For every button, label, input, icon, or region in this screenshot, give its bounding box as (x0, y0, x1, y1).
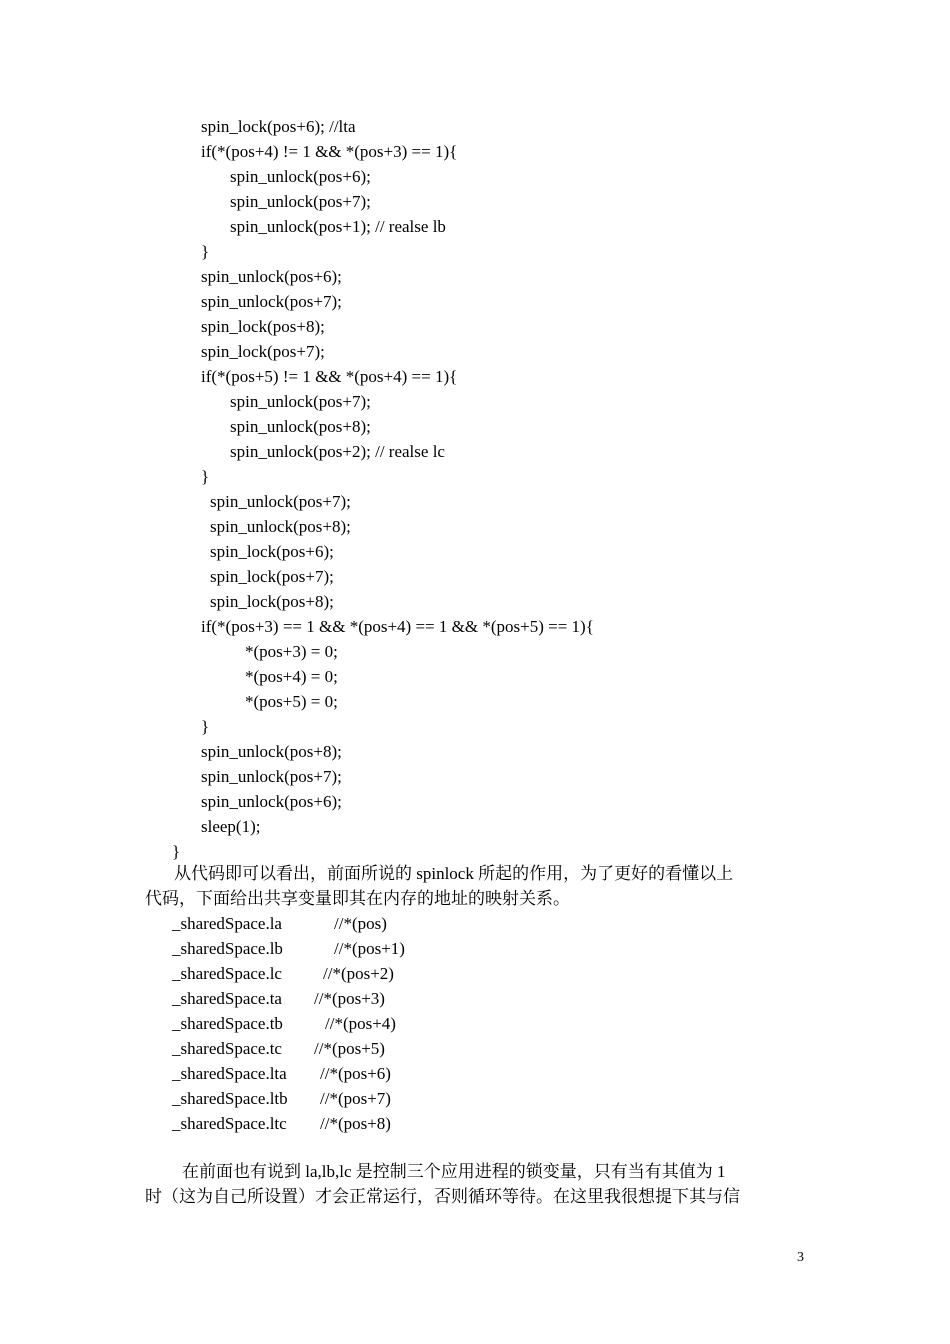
mapping-address: //*(pos+4) (325, 1014, 396, 1033)
code-line: spin_unlock(pos+2); // realse lc (230, 442, 445, 461)
mapping-variable: _sharedSpace.ltc (172, 1114, 287, 1133)
code-line: } (201, 717, 210, 736)
mapping-address: //*(pos+8) (320, 1114, 391, 1133)
paragraph-line: 从代码即可以看出，前面所说的 spinlock 所起的作用，为了更好的看懂以上 (174, 864, 734, 883)
mapping-variable: _sharedSpace.tb (172, 1014, 283, 1033)
code-line: spin_unlock(pos+6); (201, 267, 342, 286)
mapping-address: //*(pos) (334, 914, 387, 933)
mapping-address: //*(pos+6) (320, 1064, 391, 1083)
code-line: spin_unlock(pos+8); (201, 742, 342, 761)
page-number: 3 (797, 1250, 804, 1265)
paragraph-lock-variables (145, 1159, 807, 1209)
code-line: spin_lock(pos+6); (210, 542, 334, 561)
paragraph-line: 代码，下面给出共享变量即其在内存的地址的映射关系。 (145, 889, 570, 908)
mapping-variable: _sharedSpace.lta (172, 1064, 287, 1083)
code-line: spin_unlock(pos+8); (230, 417, 371, 436)
mapping-variable: _sharedSpace.ta (172, 989, 282, 1008)
code-line: spin_lock(pos+8); (201, 317, 325, 336)
mapping-address: //*(pos+2) (323, 964, 394, 983)
code-line: *(pos+4) = 0; (245, 667, 338, 686)
code-line: spin_lock(pos+6); //lta (201, 117, 356, 136)
code-line: *(pos+5) = 0; (245, 692, 338, 711)
mapping-variable: _sharedSpace.ltb (172, 1089, 288, 1108)
mapping-address: //*(pos+3) (314, 989, 385, 1008)
code-line: spin_unlock(pos+1); // realse lb (230, 217, 446, 236)
code-line: if(*(pos+4) != 1 && *(pos+3) == 1){ (201, 142, 458, 161)
mapping-variable: _sharedSpace.lb (172, 939, 283, 958)
code-line: spin_unlock(pos+7); (210, 492, 351, 511)
mapping-address: //*(pos+7) (320, 1089, 391, 1108)
code-line: spin_unlock(pos+7); (201, 767, 342, 786)
code-line: spin_unlock(pos+7); (201, 292, 342, 311)
code-line: spin_unlock(pos+7); (230, 192, 371, 211)
code-line: } (201, 242, 210, 261)
code-line: } (172, 842, 181, 861)
code-line: spin_lock(pos+8); (210, 592, 334, 611)
mapping-variable: _sharedSpace.tc (172, 1039, 282, 1058)
mapping-variable: _sharedSpace.la (172, 914, 282, 933)
code-line: if(*(pos+5) != 1 && *(pos+4) == 1){ (201, 367, 458, 386)
code-line: *(pos+3) = 0; (245, 642, 338, 661)
code-line: spin_unlock(pos+6); (230, 167, 371, 186)
code-line: spin_unlock(pos+7); (230, 392, 371, 411)
mapping-address: //*(pos+5) (314, 1039, 385, 1058)
code-line: sleep(1); (201, 817, 261, 836)
mapping-address: //*(pos+1) (334, 939, 405, 958)
mapping-variable: _sharedSpace.lc (172, 964, 282, 983)
code-line: spin_lock(pos+7); (201, 342, 325, 361)
paragraph-line: 在前面也有说到 la,lb,lc 是控制三个应用进程的锁变量，只有当有其值为 1 (182, 1162, 726, 1181)
paragraph-explanation (145, 861, 807, 911)
code-line: spin_unlock(pos+8); (210, 517, 351, 536)
paragraph-line: 时（这为自己所设置）才会正常运行，否则循环等待。在这里我很想提下其与信 (145, 1187, 740, 1206)
code-line: spin_lock(pos+7); (210, 567, 334, 586)
code-line: spin_unlock(pos+6); (201, 792, 342, 811)
code-line: if(*(pos+3) == 1 && *(pos+4) == 1 && *(pos+5) == 1){ (201, 617, 594, 636)
code-line: } (201, 467, 210, 486)
